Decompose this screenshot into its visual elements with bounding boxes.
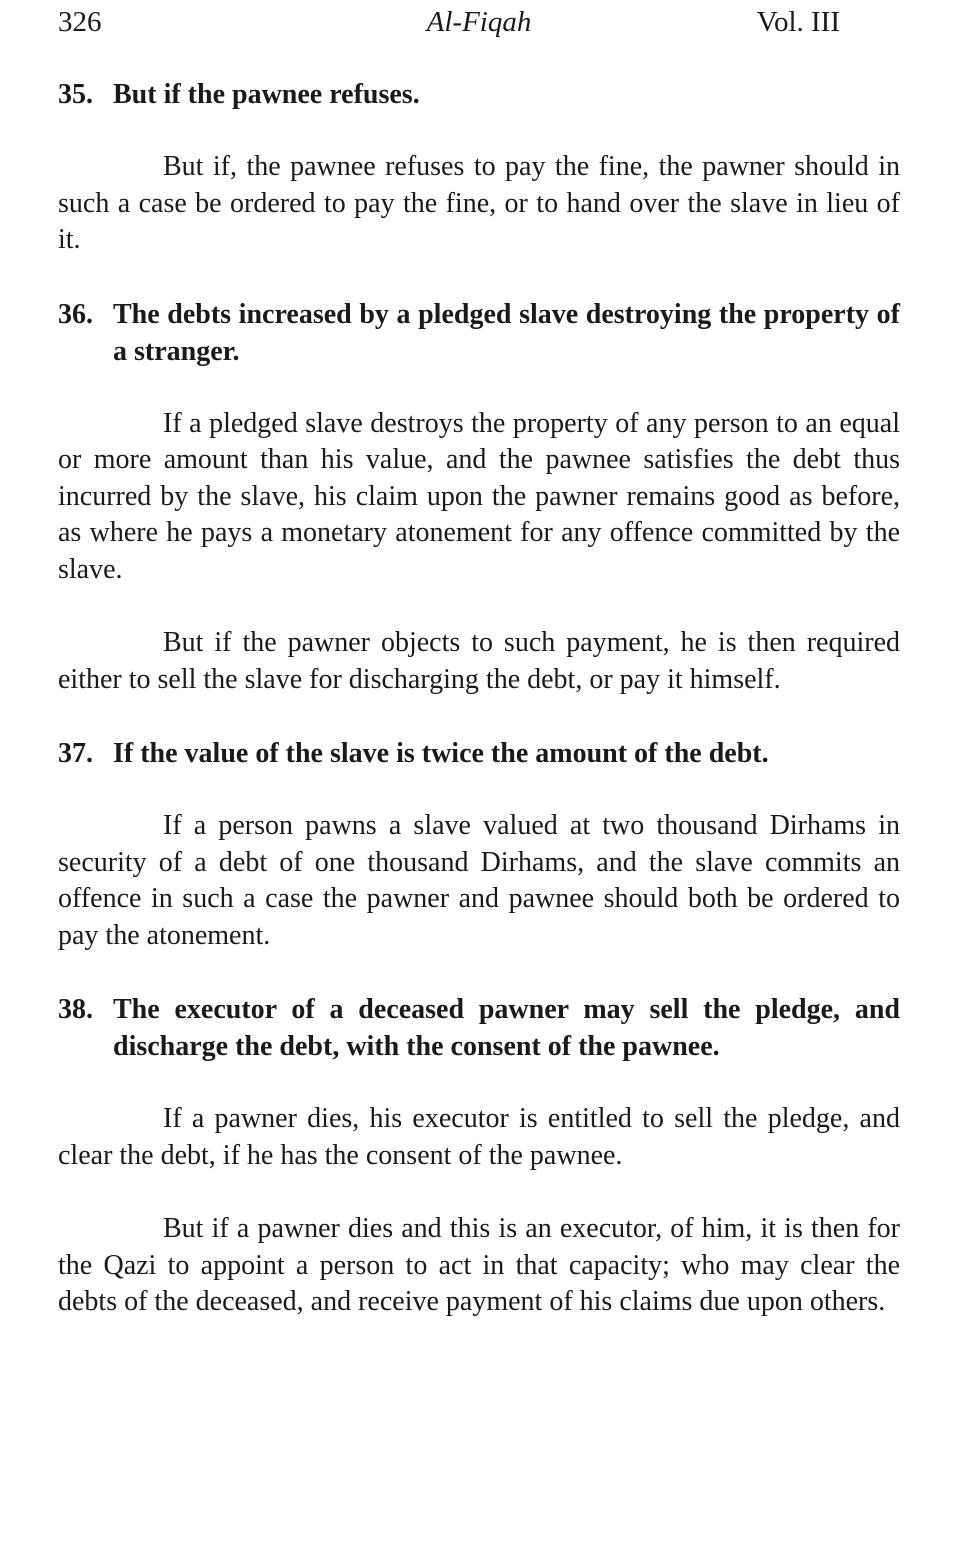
section-heading [58,76,900,113]
volume-label: Vol. III [756,6,840,38]
section-37 [58,735,900,991]
section-heading [58,296,900,370]
section-number: 35. [58,79,93,110]
section-heading [58,991,900,1065]
section-35 [58,76,900,296]
section-title: The debts increased by a pledged slave destroying the property of a stranger. [113,298,900,367]
book-title: Al-Fiqah [426,6,532,38]
section-number: 37. [58,738,93,769]
paragraph: But if a pawner dies and this is an executor, of him, it is then for the Qazi to appoint a person to act in that capacity; who may clear the debts of the deceased, and receive payment of his claims due upon others. [58,1213,900,1317]
page-body [58,76,900,1321]
section-title: The executor of a deceased pawner may sell the pledge, and discharge the debt, with the consent of the pawnee. [113,994,900,1062]
section-36 [58,296,900,736]
paragraph: If a pawner dies, his executor is entitled to sell the pledge, and clear the debt, if he has the consent of the pawnee. [58,1103,900,1171]
paragraph: If a person pawns a slave valued at two thousand Dirhams in security of a debt of one thousand Dirhams, and the slave commits an offence in such a case the pawner and pawnee should both be ordered to pay the atonement. [58,810,900,951]
section-number: 38. [58,994,93,1025]
section-number: 36. [58,298,93,330]
section-title: But if the pawnee refuses. [113,79,420,110]
page-number: 326 [58,6,102,38]
paragraph: But if, the pawnee refuses to pay the fine, the pawner should in such a case be ordered to pay the fine, or to hand over the slave in lieu of it. [58,151,900,255]
paragraph: But if the pawner objects to such payment, he is then required either to sell the slave for discharging the debt, or pay it himself. [58,627,900,695]
running-header [58,2,900,42]
section-title: If the value of the slave is twice the amount of the debt. [113,738,769,769]
paragraph: If a pledged slave destroys the property of any person to an equal or more amount than his value, and the pawnee satisfies the debt thus incurred by the slave, his claim upon the pawner remains good as before, as where he pays a monetary atonement for any offence committed by the slave. [58,407,900,585]
section-38 [58,991,900,1321]
section-heading [58,735,900,772]
